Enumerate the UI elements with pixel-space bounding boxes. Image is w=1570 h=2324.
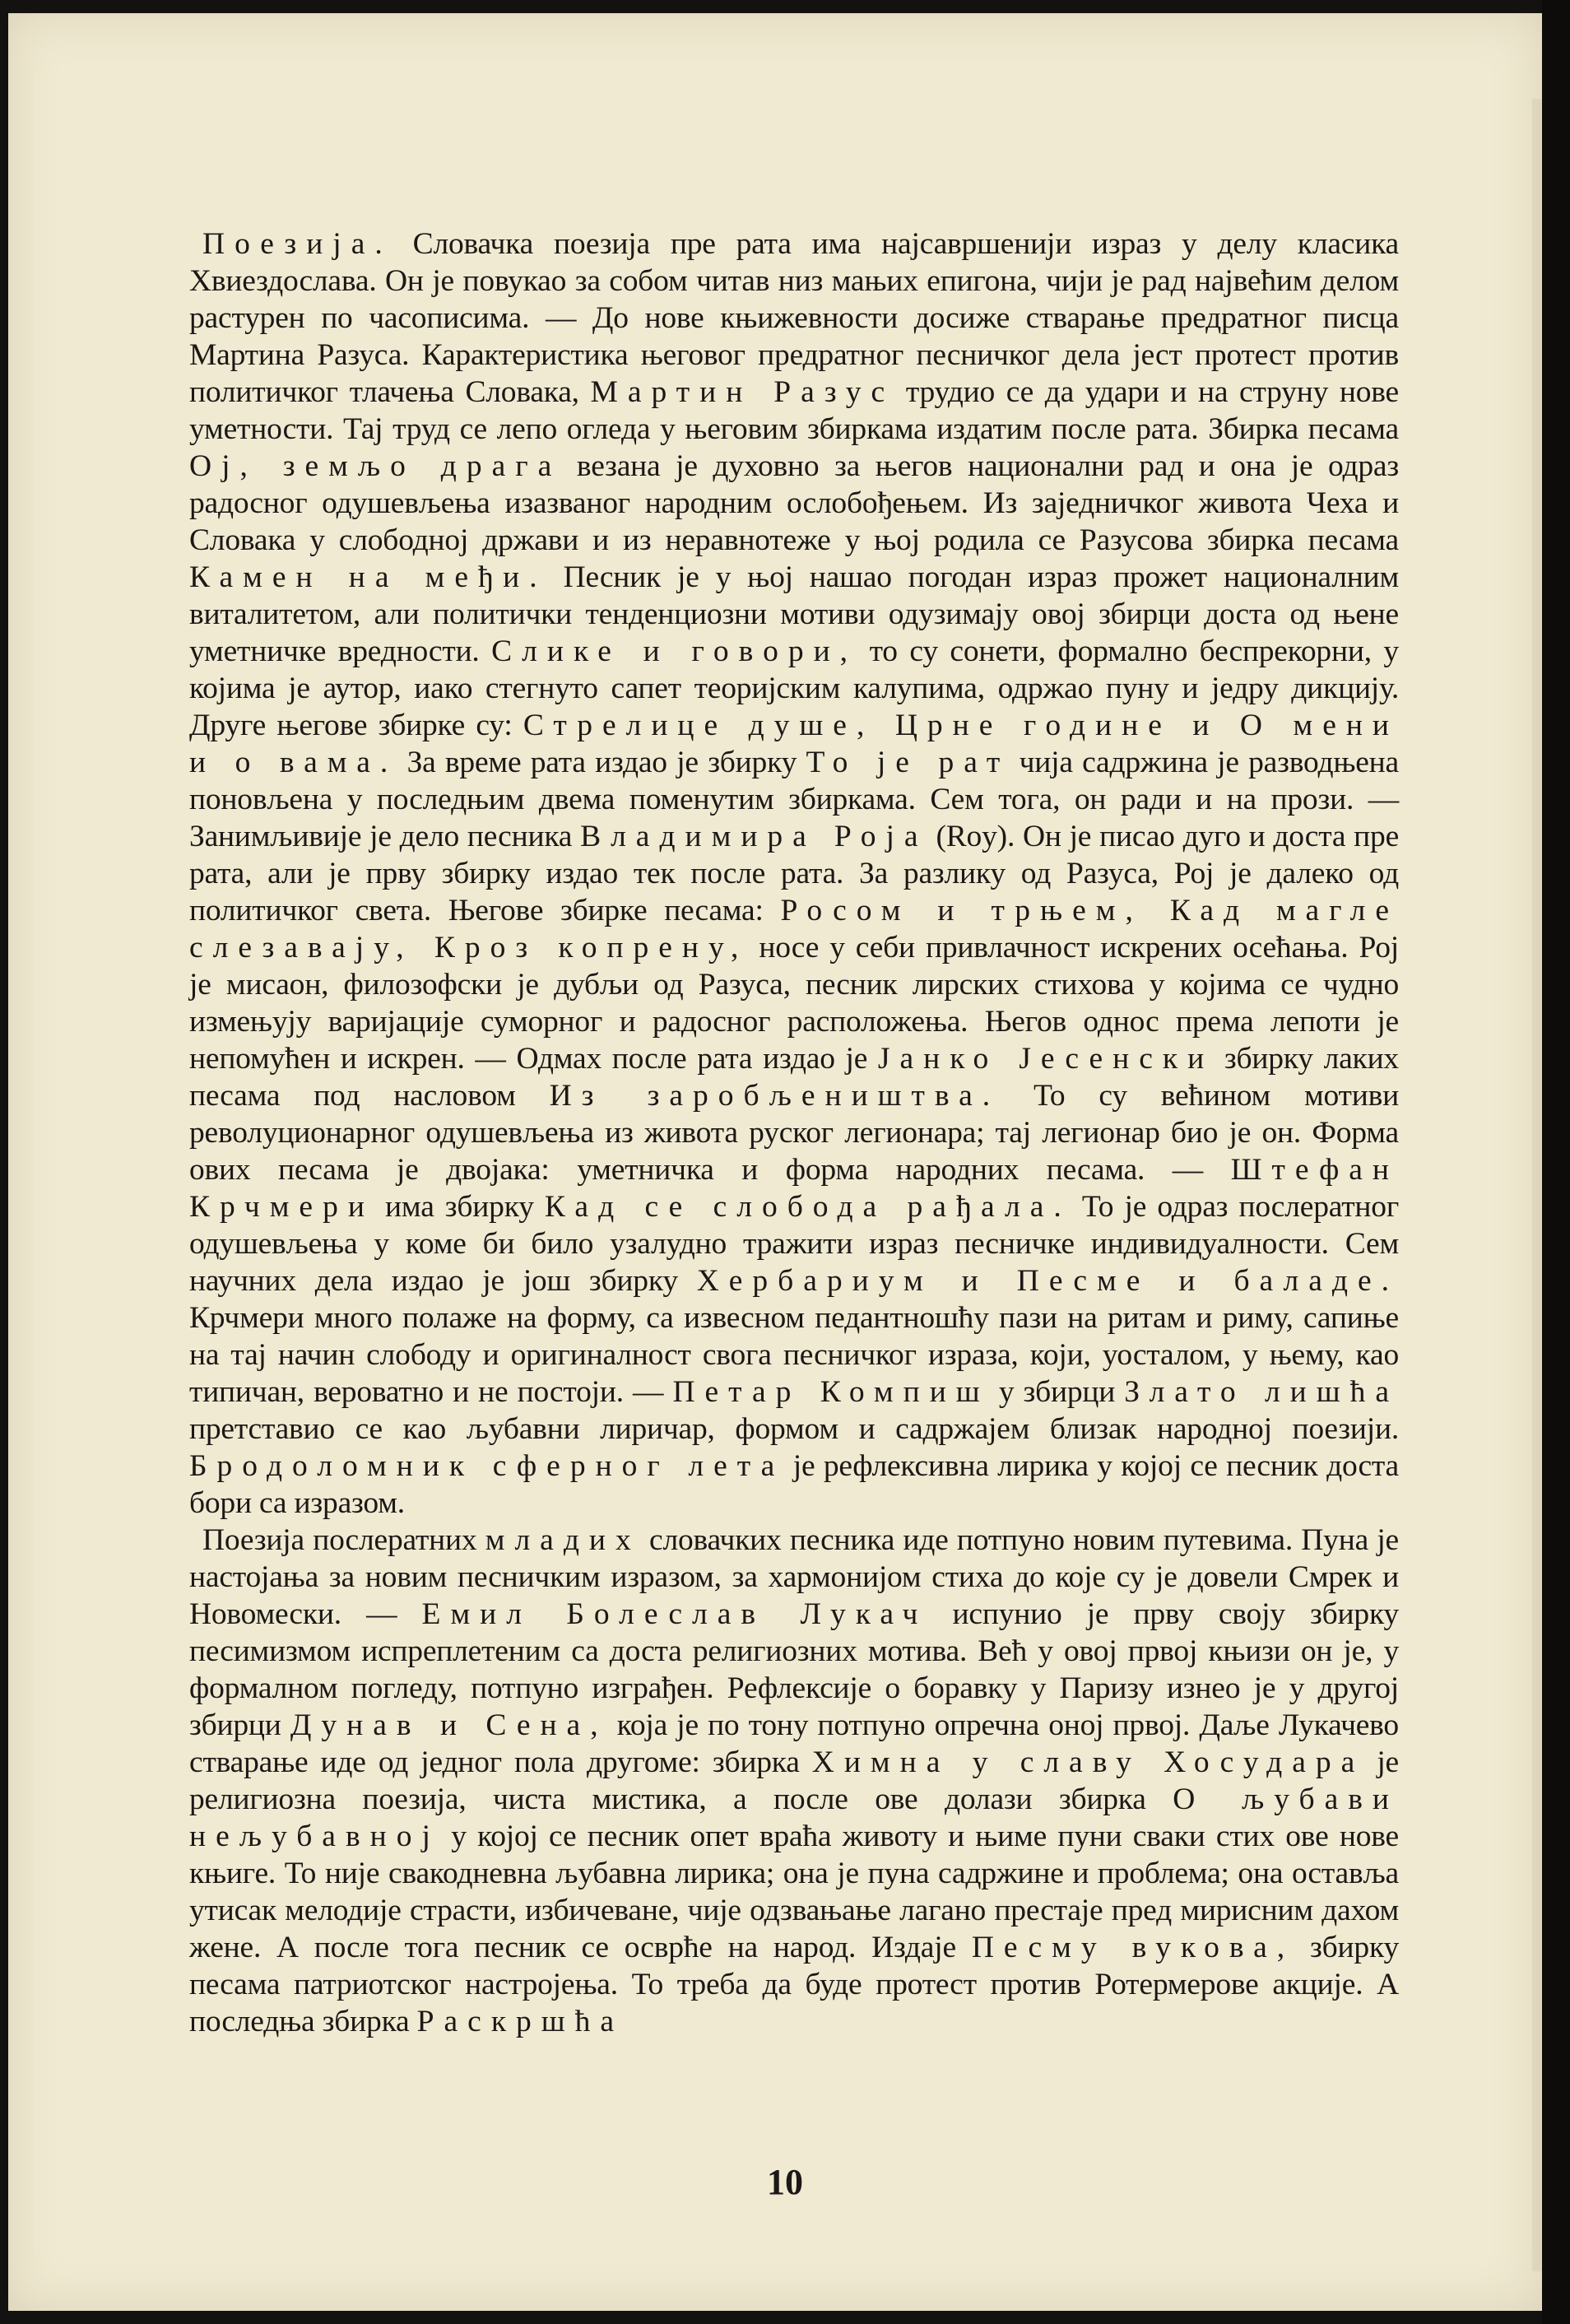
spaced-name-text: Владимира Роја	[580, 820, 928, 853]
spaced-name-text: Петар Компиш	[672, 1375, 990, 1409]
text-run: То су већином мотиви револуционарног одушевљења из живота руског легионара; тај легионар био је он. Форма ових песама је двојака: уметничка и форма народних песама. —	[189, 1079, 1399, 1187]
text-run: носе у себи привлачност искрених осећања. Рој је мисаон, филозофски је дубљи од Разуса, песник лирских стихова у којима се чудно измењују варијације суморног и радосног расположења. Његов однос према лепоти је непомућен и искрен. — Одмах после рата издао је	[189, 931, 1399, 1076]
spaced-name-text: младих	[485, 1523, 641, 1557]
text-run: у којој се песник опет враћа животу и њиме пуни сваки стих ове нове књиге. То није свакодневна љубавна лирика; она је пуна садржине и проблема; она оставља утисак мелодије страсти, избичеване, чије одзвањање лагано престаје пред мирисним дахом жене. А после тога песник се осврће на народ. Издаје	[189, 1820, 1399, 1964]
spaced-name-text: Из заробљеништва.	[549, 1079, 1001, 1113]
page-number: 10	[767, 2162, 803, 2202]
text-run: чија садржина је разводњена поновљена у последњим двема поменутим збиркама. Сем тога, он ради и на прози. — Занимљивије је дело песника	[189, 746, 1399, 853]
text-run: која је по тону потпуно опречна оној првој. Даље Лукачево стварање иде од једног пола другоме: збирка	[189, 1708, 1399, 1779]
body-text	[189, 225, 1399, 2040]
spaced-name-text: Злато лишћа	[1124, 1375, 1400, 1409]
spaced-name-text: То је рат	[806, 746, 1010, 779]
spaced-name-text: Ој, земљо драга	[189, 449, 562, 483]
binding-edge	[1542, 0, 1570, 2324]
spaced-name-text: Кад се слобода рађала.	[544, 1190, 1071, 1224]
text-run: везана је духовно за његов национални рад и она је одраз радосног одушевљења изазваног народним ослобођењем. Из заједничког живота Чеха и Словака у слободној држави и из неравнотеже у њој родила се Разусова збирка песама	[189, 449, 1399, 557]
text-run: То је одраз послератног одушевљења у коме би било узалудно тражити израз песничке индивидуалности. Сем научних дела издао је још збирку	[189, 1190, 1400, 1298]
spaced-name-text: Мартин Разус	[590, 375, 895, 409]
text-run: словачких песника иде потпуно новим путевима. Пуна је настојања за новим песничким изразом, за хармонијом стиха до које су је довели Смрек и Новомески. —	[189, 1523, 1399, 1631]
text-run: претставио се као љубавни лиричар, формом и садржајем близак народној поезији.	[189, 1412, 1399, 1446]
text-run: (Roy). Он је писао дуго и доста пре рата, али је прву збирку издао тек после рата. За разлику од Разуса, Рој је далеко од политичког света. Његове збирке песама:	[189, 820, 1400, 927]
spaced-name-text: Песму вукова,	[971, 1931, 1295, 1964]
text-run: има збирку	[374, 1190, 545, 1224]
spaced-name-text: Стрелице душе, Црне године и О мени и о вама.	[189, 709, 1399, 779]
text-run: збирку песама патриотског настројења. То треба да буде протест против Ротермерове акције. А последња збирка	[189, 1931, 1399, 2038]
text-run: Крчмери много полаже на форму, са извесном педантношћу пази на ритам и риму, сапиње на тај начин слободу и оригиналност свога песничког израза, који, уосталом, у њему, као типичан, вероватно и не постоји. —	[189, 1301, 1399, 1409]
spaced-name-text: О љубави нељубавној	[189, 1783, 1399, 1853]
text-run: испунио је прву своју збирку песимизмом испреплетеним са доста религиозних мотива. Већ у овој првој књизи он је, у формалном погледу, потпуно изграђен. Рефлексије о боравку у Паризу изнео је у другој збирци	[189, 1597, 1399, 1742]
spaced-name-text: Дунав и Сена,	[290, 1708, 608, 1742]
spaced-name-text: Поезија.	[202, 227, 392, 261]
spaced-name-text: Раскршћа	[416, 2005, 625, 2038]
text-run: је рефлексивна лирика у којој се песник доста бори са изразом.	[189, 1449, 1399, 1520]
spaced-name-text: Химна у славу Хосудара	[811, 1745, 1365, 1779]
text-run: Словачка поезија пре рата има најсавршенији израз у делу класика Хвиездослава. Он је повукао за собом читав низ мањих епигона, чији је рад највећим делом растурен по часописима. — До нове књижевности досиже стварање предратног писца Мартина Разуса. Карактеристика његовог предратног песничког дела јест протест против политичког тлачења Словака,	[189, 227, 1399, 409]
text-run: то су сонети, формално беспрекорни, у којима је аутор, иако стегнуто сапет теоријским калупима, одржао пуну и једру дикцију. Друге његове збирке су:	[189, 634, 1399, 742]
spaced-name-text: Јанко Јесенски	[877, 1042, 1215, 1076]
spaced-name-text: Камен на међи.	[189, 560, 547, 594]
paragraph	[189, 225, 1399, 1522]
spaced-name-text: Бродоломник сферног лета	[189, 1449, 785, 1483]
text-run: Песник је у њој нашао погодан израз прожет националним виталитетом, али политички тенденциозни мотиви одузимају овој збирци доста од њене уметничке вредности.	[189, 560, 1399, 668]
spaced-name-text: Хербариум и Песме и баладе.	[696, 1264, 1399, 1298]
spaced-name-text: Росом и трњем, Кад магле слезавају, Кроз копрену,	[189, 894, 1399, 964]
text-run: у збирци	[989, 1375, 1125, 1409]
text-run: трудио се да удари и на струну нове уметности. Тај труд се лепо огледа у његовим збиркама издатим после рата. Збирка песама	[189, 375, 1399, 446]
book-page	[8, 13, 1542, 2311]
text-run: је религиозна поезија, чиста мистика, а после ове долази збирка	[189, 1745, 1399, 1816]
text-run: Поезија послератних	[202, 1523, 485, 1557]
paragraph	[189, 1522, 1399, 2040]
spaced-name-text: Слике и говори,	[491, 634, 858, 668]
spaced-name-text: Штефан Крчмери	[189, 1153, 1399, 1224]
text-run: За време рата издао је збирку	[397, 746, 806, 779]
spaced-name-text: Емил Болеслав Лукач	[421, 1597, 928, 1631]
text-run: збирку лаких песама под насловом	[189, 1042, 1399, 1113]
page-edge-strip	[1532, 99, 1542, 2271]
